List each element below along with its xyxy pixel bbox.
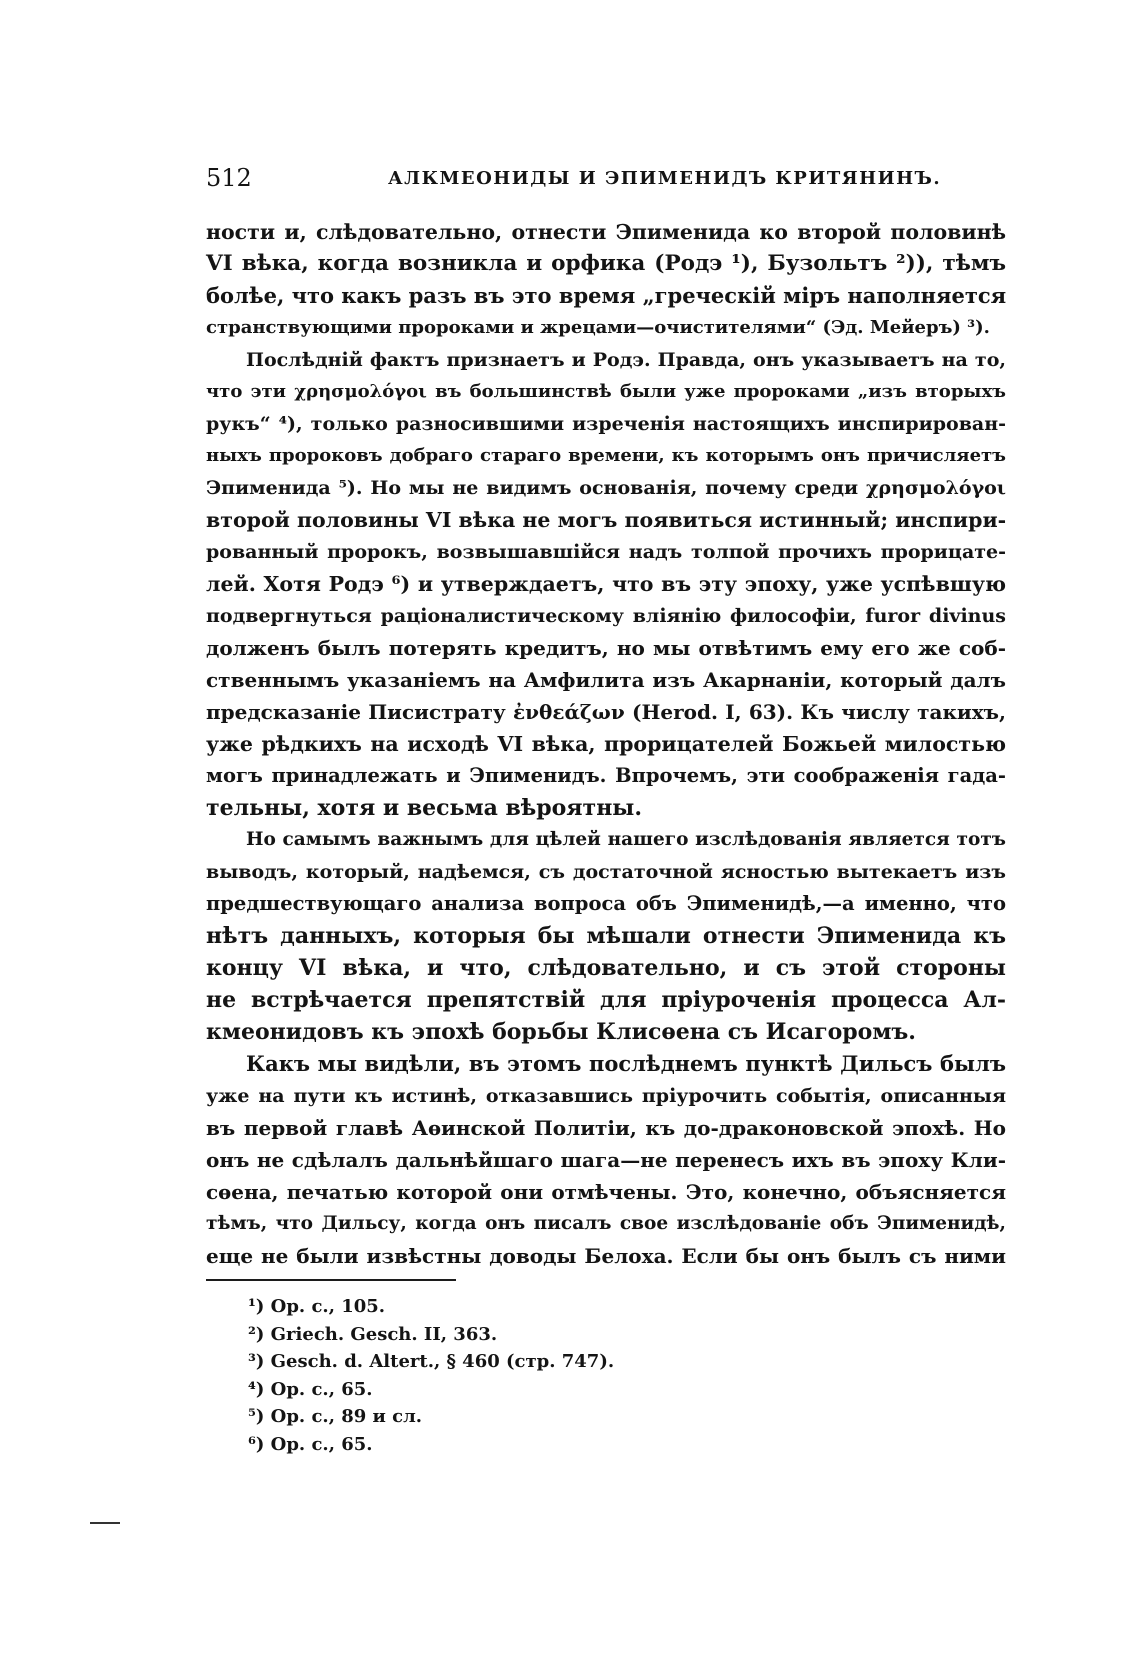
text-line: въ первой главѣ Аѳинской Политіи, къ до-драконовской эпохѣ. Но	[206, 1116, 1006, 1140]
margin-mark	[90, 1522, 120, 1524]
text-line: еще не были извѣстны доводы Белоха. Если бы онъ былъ съ ними	[206, 1244, 1006, 1268]
text-line: предсказаніе Писистрату ἐνθεάζων (Herod. I, 63). Къ числу такихъ,	[206, 700, 1006, 724]
footnote: ⁵) Op. c., 89 и сл.	[248, 1406, 423, 1427]
text-line: рукъ“ ⁴), только разносившими изреченія настоящихъ инспирирован-	[206, 413, 1006, 435]
text-line: подвергнуться раціоналистическому вліянію философіи, furor divinus	[206, 605, 1006, 627]
text-line: нѣтъ данныхъ, которыя бы мѣшали отнести Эпименида къ	[206, 923, 1006, 949]
text-line: Послѣдній фактъ признаетъ и Родэ. Правда, онъ указываетъ на то,	[246, 349, 1006, 371]
running-head	[206, 156, 1006, 196]
page-number: 512	[206, 164, 252, 192]
text-line: лей. Хотя Родэ ⁶) и утверждаетъ, что въ эту эпоху, уже успѣвшую	[206, 572, 1006, 596]
text-line: Но самымъ важнымъ для цѣлей нашего изслѣдованія является тотъ	[246, 829, 1006, 850]
text-line: ныхъ пророковъ добраго стараго времени, къ которымъ онъ причисляетъ	[206, 445, 1006, 466]
text-line: ности и, слѣдовательно, отнести Эпименида ко второй половинѣ	[206, 220, 1006, 244]
footnotes	[248, 1293, 848, 1458]
footnote-rule	[206, 1279, 456, 1281]
text-line: тѣмъ, что Дильсу, когда онъ писалъ свое изслѣдованіе объ Эпименидѣ,	[206, 1213, 1006, 1234]
body-text	[206, 216, 1006, 1272]
footnote: ⁴) Op. c., 65.	[248, 1378, 373, 1400]
footnote: ²) Griech. Gesch. II, 363.	[248, 1323, 498, 1345]
text-line: ственнымъ указаніемъ на Амфилита изъ Акарнаніи, который далъ	[206, 668, 1006, 692]
footnote: ⁶) Op. c., 65.	[248, 1433, 373, 1455]
text-line: второй половины VI вѣка не могъ появиться истинный; инспири-	[206, 508, 1007, 532]
text-line: VI вѣка, когда возникла и орфика (Родэ ¹), Бузольтъ ²)), тѣмъ	[206, 251, 1006, 276]
text-line: странствующими пророками и жрецами—очистителями“ (Эд. Мейеръ) ³).	[206, 317, 990, 338]
text-line: уже рѣдкихъ на исходѣ VI вѣка, прорицателей Божьей милостью	[206, 732, 1006, 756]
text-line: кмеонидовъ къ эпохѣ борьбы Клисѳена съ Исагоромъ.	[206, 1019, 916, 1045]
text-line: что эти χρησμολόγοι въ большинствѣ были уже пророками „изъ вторыхъ	[206, 381, 1006, 402]
text-line: Эпименида ⁵). Но мы не видимъ основанія, почему среди χρησμολόγοι	[206, 477, 1006, 499]
text-line: не встрѣчается препятствій для пріуроченія процесса Ал-	[206, 987, 1006, 1013]
text-line: уже на пути къ истинѣ, отказавшись пріурочить событія, описанныя	[206, 1085, 1006, 1107]
text-line: выводъ, который, надѣемся, съ достаточной ясностью вытекаетъ изъ	[206, 861, 1006, 883]
text-line: онъ не сдѣлалъ дальнѣйшаго шага—не перенесъ ихъ въ эпоху Кли-	[206, 1148, 1006, 1172]
text-line: тельны, хотя и весьма вѣроятны.	[206, 795, 643, 821]
text-line: концу VI вѣка, и что, слѣдовательно, и съ этой стороны	[206, 955, 1006, 981]
footnote: ¹) Op. c., 105.	[248, 1296, 386, 1317]
text-line: могъ принадлежать и Эпименидъ. Впрочемъ, эти соображенія гада-	[206, 764, 1006, 787]
text-line: Какъ мы видѣли, въ этомъ послѣднемъ пунктѣ Дильсъ былъ	[246, 1051, 1006, 1076]
text-line: рованный пророкъ, возвышавшійся надъ толпой прочихъ прорицате-	[206, 541, 1006, 563]
running-title: АЛКМЕОНИДЫ И ЭПИМЕНИДЪ КРИТЯНИНЪ.	[388, 168, 942, 189]
text-line: сѳена, печатью которой они отмѣчены. Это, конечно, объясняется	[206, 1180, 1006, 1204]
text-line: болѣе, что какъ разъ въ это время „греческій міръ наполняется	[206, 283, 1007, 308]
text-line: предшествующаго анализа вопроса объ Эпименидѣ,—а именно, что	[206, 892, 1006, 915]
text-line: долженъ былъ потерять кредитъ, но мы отвѣтимъ ему его же соб-	[206, 636, 1006, 660]
footnote: ³) Gesch. d. Altert., § 460 (стр. 747).	[248, 1351, 615, 1372]
